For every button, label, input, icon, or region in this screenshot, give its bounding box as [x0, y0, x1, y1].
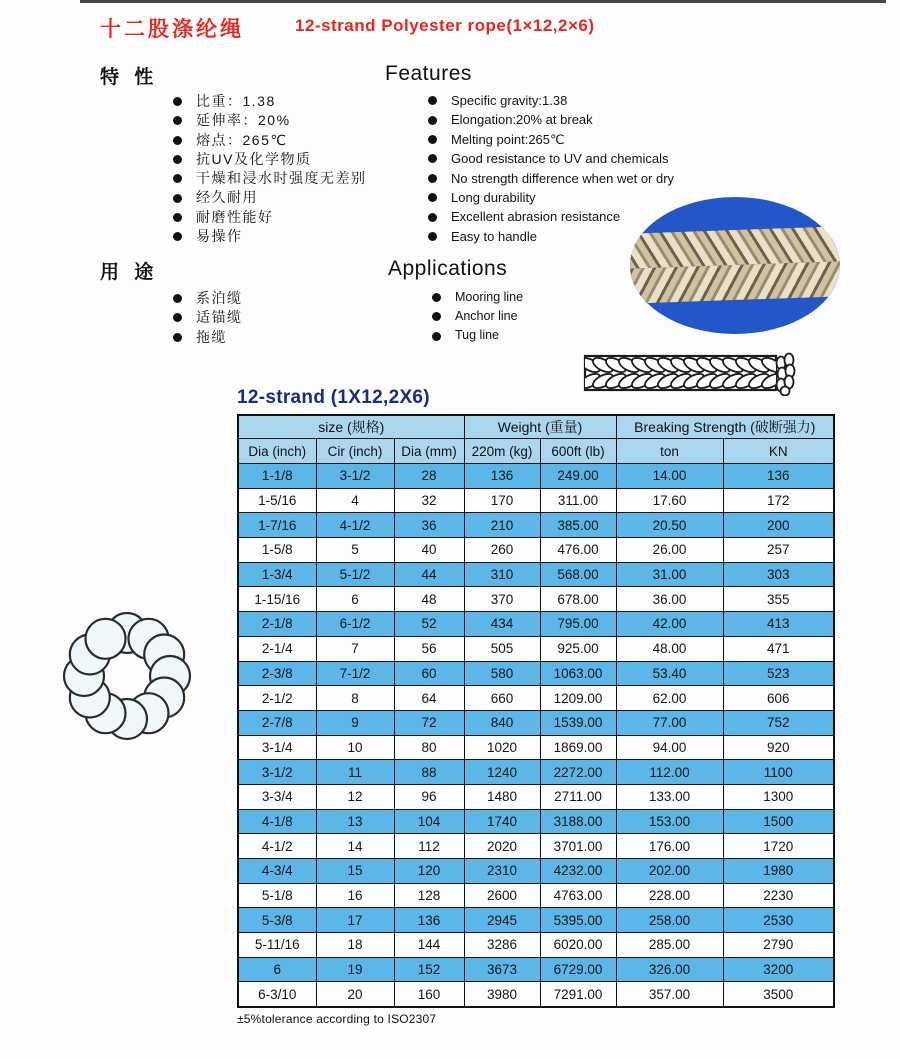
table-row	[238, 587, 834, 612]
cell-dia-inch: 1-5/8	[238, 538, 316, 563]
cell-strength-kn: 136	[723, 464, 834, 489]
cell-dia-inch: 2-3/8	[238, 661, 316, 686]
table-group-header-row	[238, 415, 834, 439]
cell-dia-mm: 120	[394, 859, 464, 884]
cell-cir-inch: 7-1/2	[316, 661, 394, 686]
group-header-weight: Weight (重量)	[464, 415, 616, 439]
feature-item-cn: 干燥和浸水时强度无差别	[173, 169, 367, 188]
cell-weight-600ft: 4763.00	[540, 883, 616, 908]
col-header-ton: ton	[616, 439, 723, 464]
features-heading-english: Features	[385, 62, 472, 85]
feature-item-cn: 经久耐用	[173, 188, 367, 207]
table-row	[238, 488, 834, 513]
features-heading-chinese: 特 性	[100, 67, 159, 88]
cell-weight-600ft: 2272.00	[540, 760, 616, 785]
cell-weight-600ft: 1539.00	[540, 710, 616, 735]
cell-dia-inch: 1-5/16	[238, 488, 316, 513]
cell-dia-mm: 32	[394, 488, 464, 513]
table-row	[238, 933, 834, 958]
col-header-cir-inch: Cir (inch)	[316, 439, 394, 464]
cell-strength-ton: 17.60	[616, 488, 723, 513]
cell-dia-inch: 3-3/4	[238, 784, 316, 809]
table-row	[238, 883, 834, 908]
feature-item-en: Specific gravity:1.38	[428, 91, 674, 110]
cell-cir-inch: 11	[316, 760, 394, 785]
group-header-size: size (规格)	[238, 415, 464, 439]
cell-weight-220m: 1740	[464, 809, 540, 834]
cell-dia-mm: 128	[394, 883, 464, 908]
spec-table	[237, 414, 835, 1008]
cell-dia-inch: 6-3/10	[238, 982, 316, 1007]
cell-strength-ton: 94.00	[616, 735, 723, 760]
cell-cir-inch: 10	[316, 735, 394, 760]
cell-strength-kn: 1300	[723, 784, 834, 809]
cell-strength-kn: 2230	[723, 883, 834, 908]
cell-cir-inch: 6	[316, 587, 394, 612]
application-item-en: Mooring line	[432, 288, 523, 307]
rope-cross-section-diagram	[52, 601, 202, 751]
cell-cir-inch: 5	[316, 538, 394, 563]
features-list-chinese	[173, 92, 367, 246]
product-title-english: 12-strand Polyester rope(1×12,2×6)	[295, 16, 595, 35]
cell-cir-inch: 20	[316, 982, 394, 1007]
cell-weight-220m: 1240	[464, 760, 540, 785]
cell-strength-kn: 471	[723, 636, 834, 661]
cell-dia-mm: 104	[394, 809, 464, 834]
cell-weight-600ft: 5395.00	[540, 908, 616, 933]
feature-item-en: Excellent abrasion resistance	[428, 207, 674, 226]
cell-weight-600ft: 795.00	[540, 612, 616, 637]
cell-weight-600ft: 678.00	[540, 587, 616, 612]
cell-dia-inch: 1-1/8	[238, 464, 316, 489]
cell-dia-mm: 80	[394, 735, 464, 760]
cell-weight-600ft: 3701.00	[540, 834, 616, 859]
cell-weight-600ft: 1063.00	[540, 661, 616, 686]
use-item-cn: 适锚缆	[173, 308, 243, 327]
use-item-cn: 系泊缆	[173, 289, 243, 308]
cell-strength-kn: 303	[723, 562, 834, 587]
cell-weight-600ft: 249.00	[540, 464, 616, 489]
group-header-breaking-strength: Breaking Strength (破断强力)	[616, 415, 834, 439]
table-row	[238, 760, 834, 785]
cell-cir-inch: 5-1/2	[316, 562, 394, 587]
table-row	[238, 562, 834, 587]
cell-dia-inch: 6	[238, 957, 316, 982]
cell-strength-ton: 357.00	[616, 982, 723, 1007]
cell-dia-mm: 28	[394, 464, 464, 489]
feature-item-cn: 比重：1.38	[173, 92, 367, 111]
application-item-en: Anchor line	[432, 307, 523, 326]
cell-weight-600ft: 6729.00	[540, 957, 616, 982]
cell-strength-ton: 258.00	[616, 908, 723, 933]
cell-weight-220m: 505	[464, 636, 540, 661]
cell-dia-mm: 36	[394, 513, 464, 538]
cell-strength-ton: 14.00	[616, 464, 723, 489]
feature-item-en: Good resistance to UV and chemicals	[428, 149, 674, 168]
cell-cir-inch: 15	[316, 859, 394, 884]
cell-strength-ton: 228.00	[616, 883, 723, 908]
feature-item-en: No strength difference when wet or dry	[428, 169, 674, 188]
cell-dia-inch: 4-3/4	[238, 859, 316, 884]
cell-dia-inch: 2-7/8	[238, 710, 316, 735]
cell-strength-ton: 153.00	[616, 809, 723, 834]
cell-weight-220m: 3286	[464, 933, 540, 958]
uses-heading-chinese: 用 途	[100, 262, 159, 283]
feature-item-cn: 延伸率：20%	[173, 111, 367, 130]
cell-cir-inch: 12	[316, 784, 394, 809]
cell-dia-inch: 5-1/8	[238, 883, 316, 908]
cell-weight-220m: 2600	[464, 883, 540, 908]
cell-weight-220m: 434	[464, 612, 540, 637]
cell-strength-ton: 20.50	[616, 513, 723, 538]
feature-item-en: Melting point:265℃	[428, 130, 674, 149]
spec-table-section	[237, 387, 837, 1026]
cell-dia-mm: 64	[394, 686, 464, 711]
cell-weight-600ft: 3188.00	[540, 809, 616, 834]
cell-cir-inch: 17	[316, 908, 394, 933]
feature-item-en: Elongation:20% at break	[428, 110, 674, 129]
applications-heading-english: Applications	[388, 257, 508, 280]
table-row	[238, 784, 834, 809]
cell-strength-kn: 200	[723, 513, 834, 538]
cell-strength-ton: 133.00	[616, 784, 723, 809]
rope-photo	[630, 197, 840, 334]
cell-dia-mm: 52	[394, 612, 464, 637]
cell-strength-kn: 2790	[723, 933, 834, 958]
table-row	[238, 859, 834, 884]
cell-dia-inch: 2-1/2	[238, 686, 316, 711]
cell-weight-600ft: 476.00	[540, 538, 616, 563]
cell-strength-kn: 2530	[723, 908, 834, 933]
spec-table-title: 12-strand (1X12,2X6)	[237, 387, 430, 408]
cell-dia-mm: 60	[394, 661, 464, 686]
cell-strength-ton: 53.40	[616, 661, 723, 686]
cell-cir-inch: 14	[316, 834, 394, 859]
cell-dia-inch: 1-3/4	[238, 562, 316, 587]
cell-cir-inch: 8	[316, 686, 394, 711]
feature-item-cn: 熔点：265℃	[173, 131, 367, 150]
applications-list-english	[432, 288, 523, 346]
cell-dia-inch: 2-1/4	[238, 636, 316, 661]
table-row	[238, 834, 834, 859]
cell-weight-600ft: 1869.00	[540, 735, 616, 760]
cell-dia-mm: 160	[394, 982, 464, 1007]
cell-weight-220m: 370	[464, 587, 540, 612]
cell-cir-inch: 9	[316, 710, 394, 735]
cell-cir-inch: 6-1/2	[316, 612, 394, 637]
cell-weight-220m: 170	[464, 488, 540, 513]
cell-dia-mm: 72	[394, 710, 464, 735]
cell-cir-inch: 13	[316, 809, 394, 834]
cell-weight-220m: 2945	[464, 908, 540, 933]
cell-dia-mm: 96	[394, 784, 464, 809]
cell-dia-mm: 40	[394, 538, 464, 563]
table-row	[238, 513, 834, 538]
feature-item-cn: 耐磨性能好	[173, 208, 367, 227]
feature-item-en: Long durability	[428, 188, 674, 207]
table-row	[238, 710, 834, 735]
cell-dia-inch: 1-7/16	[238, 513, 316, 538]
cell-dia-mm: 88	[394, 760, 464, 785]
cell-strength-kn: 3500	[723, 982, 834, 1007]
cell-weight-220m: 3673	[464, 957, 540, 982]
cell-strength-ton: 77.00	[616, 710, 723, 735]
cell-strength-ton: 62.00	[616, 686, 723, 711]
table-row	[238, 464, 834, 489]
cell-dia-inch: 4-1/8	[238, 809, 316, 834]
cell-strength-kn: 920	[723, 735, 834, 760]
cell-strength-ton: 26.00	[616, 538, 723, 563]
cell-cir-inch: 16	[316, 883, 394, 908]
cell-weight-220m: 1020	[464, 735, 540, 760]
cell-strength-kn: 1980	[723, 859, 834, 884]
cell-dia-inch: 4-1/2	[238, 834, 316, 859]
feature-item-cn: 易操作	[173, 227, 367, 246]
cell-weight-600ft: 385.00	[540, 513, 616, 538]
cell-strength-kn: 752	[723, 710, 834, 735]
cell-weight-600ft: 6020.00	[540, 933, 616, 958]
cell-dia-inch: 3-1/4	[238, 735, 316, 760]
cell-strength-ton: 36.00	[616, 587, 723, 612]
cell-weight-220m: 2020	[464, 834, 540, 859]
cell-weight-220m: 1480	[464, 784, 540, 809]
cell-cir-inch: 7	[316, 636, 394, 661]
cell-dia-mm: 48	[394, 587, 464, 612]
spec-table-body	[238, 464, 834, 1008]
cell-weight-220m: 310	[464, 562, 540, 587]
cell-weight-600ft: 2711.00	[540, 784, 616, 809]
cell-cir-inch: 3-1/2	[316, 464, 394, 489]
cell-strength-ton: 42.00	[616, 612, 723, 637]
cell-cir-inch: 19	[316, 957, 394, 982]
col-header-220m-kg: 220m (kg)	[464, 439, 540, 464]
table-row	[238, 809, 834, 834]
cell-strength-ton: 31.00	[616, 562, 723, 587]
cell-weight-220m: 260	[464, 538, 540, 563]
cell-strength-kn: 1720	[723, 834, 834, 859]
cell-weight-600ft: 4232.00	[540, 859, 616, 884]
feature-item-cn: 抗UV及化学物质	[173, 150, 367, 169]
cell-strength-kn: 257	[723, 538, 834, 563]
cell-dia-inch: 2-1/8	[238, 612, 316, 637]
cell-weight-600ft: 1209.00	[540, 686, 616, 711]
cell-strength-kn: 606	[723, 686, 834, 711]
col-header-dia-inch: Dia (inch)	[238, 439, 316, 464]
table-row	[238, 735, 834, 760]
cell-strength-ton: 112.00	[616, 760, 723, 785]
cell-weight-220m: 210	[464, 513, 540, 538]
cell-strength-ton: 326.00	[616, 957, 723, 982]
cell-strength-kn: 1100	[723, 760, 834, 785]
cell-strength-ton: 48.00	[616, 636, 723, 661]
table-row	[238, 908, 834, 933]
cell-dia-mm: 112	[394, 834, 464, 859]
table-row	[238, 982, 834, 1007]
table-row	[238, 957, 834, 982]
table-row	[238, 612, 834, 637]
cell-strength-kn: 1500	[723, 809, 834, 834]
cell-dia-mm: 56	[394, 636, 464, 661]
col-header-dia-mm: Dia (mm)	[394, 439, 464, 464]
cell-weight-600ft: 925.00	[540, 636, 616, 661]
cell-strength-ton: 176.00	[616, 834, 723, 859]
tolerance-note: ±5%tolerance according to ISO2307	[237, 1012, 437, 1027]
cell-weight-220m: 660	[464, 686, 540, 711]
cell-weight-600ft: 568.00	[540, 562, 616, 587]
cell-weight-220m: 840	[464, 710, 540, 735]
cell-strength-kn: 172	[723, 488, 834, 513]
scan-artifact-line	[80, 0, 886, 3]
cell-strength-ton: 285.00	[616, 933, 723, 958]
cell-dia-inch: 1-15/16	[238, 587, 316, 612]
cell-dia-inch: 5-3/8	[238, 908, 316, 933]
feature-item-en: Easy to handle	[428, 227, 674, 246]
cell-dia-inch: 3-1/2	[238, 760, 316, 785]
cell-dia-mm: 44	[394, 562, 464, 587]
cell-weight-220m: 3980	[464, 982, 540, 1007]
cell-weight-600ft: 311.00	[540, 488, 616, 513]
cell-strength-ton: 202.00	[616, 859, 723, 884]
cell-strength-kn: 3200	[723, 957, 834, 982]
cell-weight-220m: 2310	[464, 859, 540, 884]
application-item-en: Tug line	[432, 326, 523, 345]
cell-weight-220m: 136	[464, 464, 540, 489]
table-row	[238, 686, 834, 711]
col-header-600ft-lb: 600ft (lb)	[540, 439, 616, 464]
cell-strength-kn: 355	[723, 587, 834, 612]
cell-dia-mm: 144	[394, 933, 464, 958]
table-row	[238, 636, 834, 661]
cell-dia-inch: 5-11/16	[238, 933, 316, 958]
cell-strength-kn: 413	[723, 612, 834, 637]
table-row	[238, 661, 834, 686]
cell-weight-600ft: 7291.00	[540, 982, 616, 1007]
cell-cir-inch: 4	[316, 488, 394, 513]
braided-rope-image	[630, 226, 840, 304]
cell-cir-inch: 4-1/2	[316, 513, 394, 538]
cell-weight-220m: 580	[464, 661, 540, 686]
col-header-kn: KN	[723, 439, 834, 464]
cell-strength-kn: 523	[723, 661, 834, 686]
use-item-cn: 拖缆	[173, 328, 243, 347]
cell-dia-mm: 152	[394, 957, 464, 982]
product-title-chinese: 十二股涤纶绳	[100, 18, 244, 41]
table-row	[238, 538, 834, 563]
cell-cir-inch: 18	[316, 933, 394, 958]
cell-dia-mm: 136	[394, 908, 464, 933]
features-list-english	[428, 91, 674, 246]
table-column-header-row	[238, 439, 834, 464]
uses-list-chinese	[173, 289, 243, 347]
